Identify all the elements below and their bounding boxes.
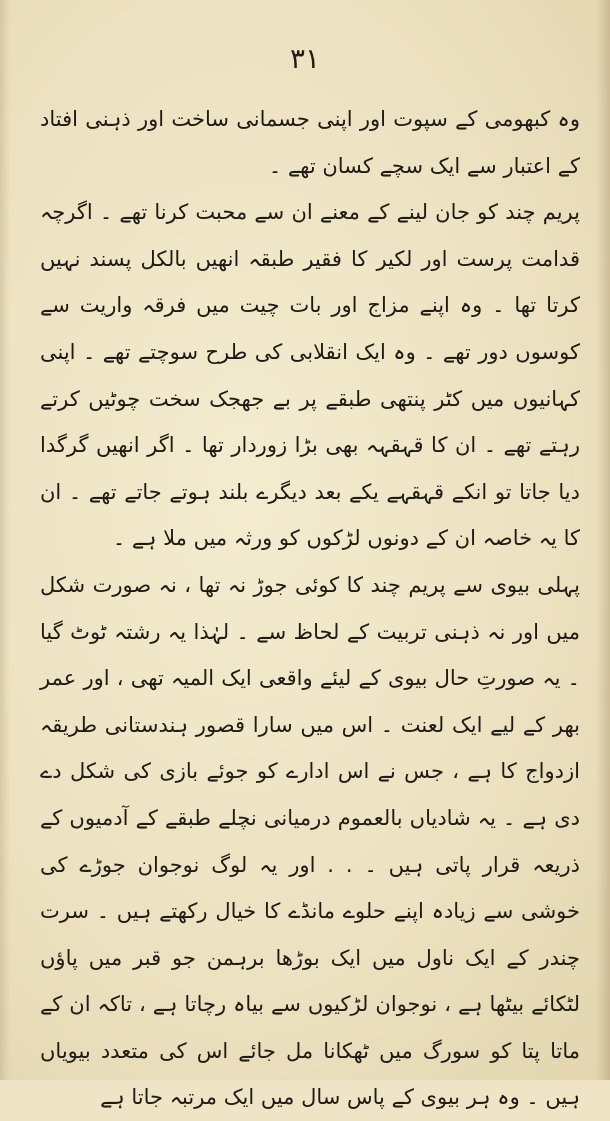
page-number: ۳۱ bbox=[289, 42, 321, 75]
paragraph-3: پہلی بیوی سے پریم چند کا کوئی جوڑ نہ تھا ، نہ صورت شکل میں اور نہ ذہنی تربیت کے لحاظ سے ۔ لہٰذا یہ رشتہ ٹوٹ گیا ۔ یہ صورتِ حال بیوی کے لیئے واقعی ایک المیہ تھی ، اور عمر بھر کے لیے ایک لعنت ۔ اس میں سارا قصور ہندستانی طریقہ ازدواج کا ہے ، جس نے اس ادارے کو جوئے بازی کی شکل دے دی ہے ۔ یہ شادیاں بالعموم درمیانی نچلے طبقے کے آدمیوں کے ذریعہ قرار پاتی ہیں ۔ . . اور یہ لوگ نوجوان جوڑے کی خوشی سے زیادہ اپنے حلوے مانڈے کا خیال رکھتے ہیں ۔ سرت چندر کے ایک ناول میں ایک بوڑھا برہمن جو قبر میں پاؤں لٹکائے بیٹھا ہے ، نوجوان لڑکیوں سے بیاہ رچاتا ہے ، تاکہ ان کے ماتا پتا کو سورگ میں ٹھکانا مل جائے اس کی متعدد بیویاں ہیں ۔ وہ ہر بیوی کے پاس سال میں ایک مرتبہ جاتا ہے bbox=[40, 572, 580, 1110]
page-right-edge-shadow bbox=[596, 0, 610, 1080]
body-text bbox=[40, 96, 580, 1121]
page-left-edge-shadow bbox=[0, 0, 10, 1080]
paragraph-2: پریم چند کو جان لینے کے معنے ان سے محبت کرنا تھے ۔ اگرچہ قدامت پرست اور لکیر کا فقیر طبقہ انھیں بالکل پسند نہیں کرتا تھا ۔ وہ اپنے مزاج اور بات چیت میں فرقہ واریت سے کوسوں دور تھے ۔ وہ ایک انقلابی کی طرح سوچتے تھے ۔ اپنی کہانیوں میں کٹر پنتھی طبقے پر بے جھجک سخت چوٹیں کرتے رہتے تھے ۔ ان کا قہقہہ بھی بڑا زوردار تھا ۔ اگر انھیں گرگدا دیا جاتا تو انکے قہقہے یکے بعد دیگرے بلند ہوتے جاتے تھے ۔ ان کا یہ خاصہ ان کے دونوں لڑکوں کو ورثہ میں ملا ہے ۔ bbox=[40, 200, 580, 551]
paragraph-1: وہ کبھومی کے سپوت اور اپنی جسمانی ساخت اور ذہنی افتاد کے اعتبار سے ایک سچے کسان تھے ۔ bbox=[40, 107, 580, 178]
